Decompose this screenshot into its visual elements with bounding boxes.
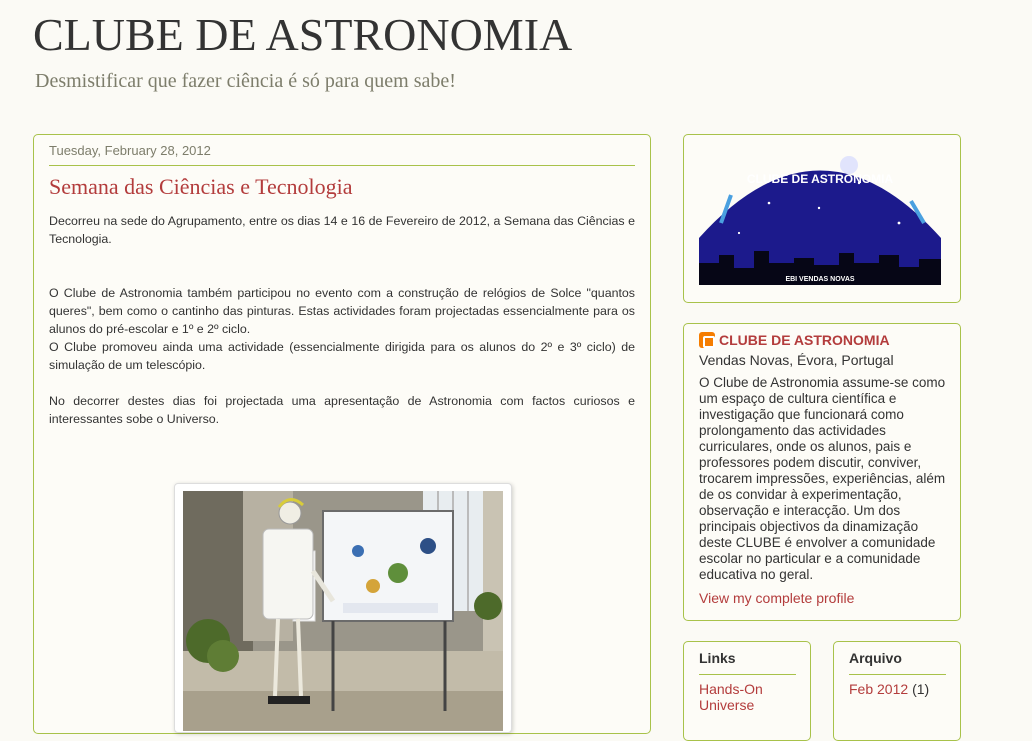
post-title[interactable]: Semana das Ciências e Tecnologia — [49, 174, 353, 199]
post-spacer — [49, 374, 635, 392]
post-date: Tuesday, February 28, 2012 — [49, 143, 211, 158]
post-photo-frame[interactable] — [174, 483, 512, 733]
profile-header[interactable] — [699, 332, 890, 348]
archive-title: Arquivo — [849, 650, 902, 666]
archive-item-link[interactable]: Feb 2012 — [849, 681, 909, 697]
post-paragraph: O Clube promoveu ainda uma actividade (essencialmente dirigida para os alunos do 2º e 3º ciclo) de simulação de um telescópio. — [49, 340, 635, 372]
links-widget — [683, 641, 811, 741]
post-body — [49, 212, 635, 428]
post-photo[interactable] — [183, 491, 503, 731]
post-paragraph: Decorreu na sede do Agrupamento, entre os dias 14 e 16 de Fevereiro de 2012, a Semana das Ciências e Tecnologia. — [49, 214, 635, 246]
archive-widget — [833, 641, 961, 741]
post-spacer — [49, 248, 635, 284]
link-item[interactable]: Hands-On Universe — [699, 681, 763, 713]
view-profile-link[interactable]: View my complete profile — [699, 590, 855, 606]
profile-location: Vendas Novas, Évora, Portugal — [699, 352, 894, 368]
site-description: Desmistificar que fazer ciência é só para quem sabe! — [35, 70, 456, 92]
links-title: Links — [699, 650, 736, 666]
skeleton-poster-photo — [183, 491, 503, 731]
links-divider — [699, 674, 796, 675]
logo-bottom-text: EBI VENDAS NOVAS — [785, 276, 855, 283]
archive-item-count: (1) — [912, 681, 930, 697]
profile-name[interactable]: CLUBE DE ASTRONOMIA — [719, 332, 890, 348]
blogger-icon — [699, 332, 715, 348]
post-divider — [49, 165, 635, 166]
site-title[interactable]: CLUBE DE ASTRONOMIA — [33, 9, 573, 60]
post-paragraph: No decorrer destes dias foi projectada uma apresentação de Astronomia com factos curiosos e interessantes sobe o Universo. — [49, 394, 635, 426]
logo-widget — [683, 134, 961, 303]
links-list — [699, 681, 799, 713]
club-logo-image[interactable] — [699, 143, 941, 285]
post-paragraph: O Clube de Astronomia também participou no evento com a construção de relógios de Solce "quantos queres", bem como o cantinho das pinturas. Estas actividades foram projectadas essencialmente para os alunos do pré-escolar e 1º e 2º ciclo. — [49, 286, 635, 336]
profile-widget — [683, 323, 961, 621]
logo-arc-text: CLUBE DE ASTRONOMIA — [746, 172, 894, 186]
archive-list — [849, 681, 949, 697]
post-container — [33, 134, 651, 734]
profile-about: O Clube de Astronomia assume-se como um espaço de cultura científica e investigação que funcionará como prolongamento das actividades curriculares, onde os alunos, pais e professores podem discutir, conviver, trocarem impressões, experiências, além de os convidar à experimentação, observação e interacção. Um dos principais objectivos da dinamização deste CLUBE é envolver a comunidade escolar no particular e a comunidade educativa no geral. — [699, 375, 946, 582]
archive-divider — [849, 674, 946, 675]
